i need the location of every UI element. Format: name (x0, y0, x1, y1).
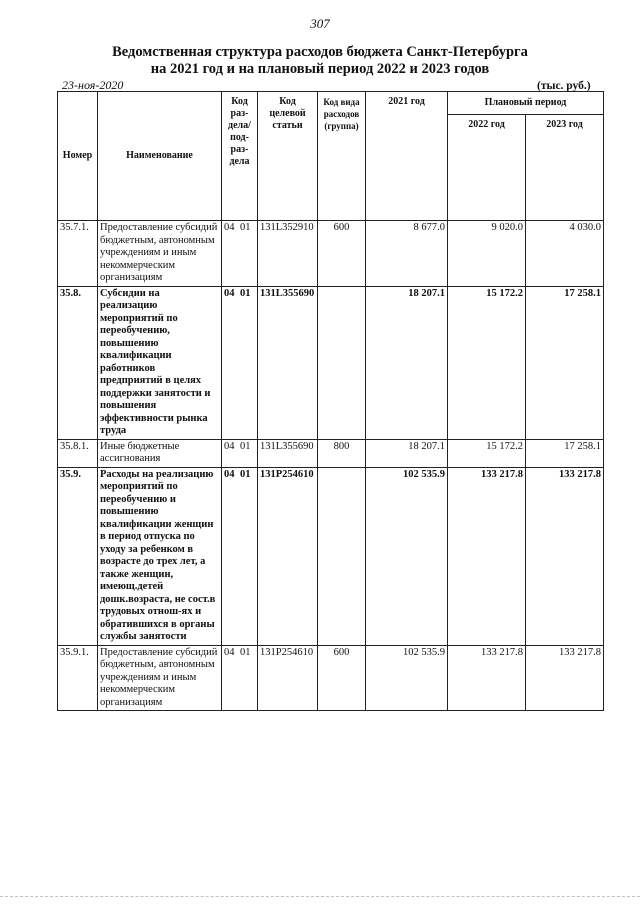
table-body (58, 221, 604, 711)
title-line-2: на 2021 год и на плановый период 2022 и 2023 годов (150, 61, 490, 77)
units-label: (тыс. руб.) (537, 80, 591, 92)
row-value-2022: 9 020.0 (448, 221, 526, 287)
row-section: 04 (224, 440, 235, 452)
row-value-2022: 133 217.8 (448, 645, 526, 711)
row-name: Субсидии на реализацию мероприятий по переобучению, повышению квалификации работников предприятий в целях поддержки занятости и повышения эффективности рынка труда (98, 286, 222, 439)
row-section: 04 (224, 287, 235, 299)
row-expense-type: 600 (318, 221, 366, 287)
row-expense-type (318, 286, 366, 439)
row-number: 35.7.1. (58, 221, 98, 287)
header-number: Номер (58, 92, 98, 221)
row-subsection: 01 (240, 287, 251, 299)
row-expense-type (318, 467, 366, 645)
row-name: Иные бюджетные ассигнования (98, 439, 222, 467)
row-subsection: 01 (240, 468, 251, 480)
row-value-2021: 18 207.1 (366, 439, 448, 467)
row-value-2023: 133 217.8 (526, 645, 604, 711)
row-section: 04 (224, 646, 235, 658)
header-section-code: Код раз-дела/под-раз-дела (222, 92, 258, 221)
row-target-code: 131P254610 (258, 645, 318, 711)
row-target-code: 131L355690 (258, 286, 318, 439)
row-section-code (222, 286, 258, 439)
header-2022: 2022 год (448, 115, 526, 221)
row-expense-type: 800 (318, 439, 366, 467)
row-section: 04 (224, 222, 235, 233)
row-section-code (222, 645, 258, 711)
row-target-code: 131L355690 (258, 439, 318, 467)
header-planned-period: Плановый период (448, 92, 604, 115)
row-expense-type: 600 (318, 645, 366, 711)
row-subsection: 01 (240, 646, 251, 658)
header-name: Наименование (98, 92, 222, 221)
budget-table (57, 91, 604, 711)
title-line-1: Ведомственная структура расходов бюджета Санкт-Петербурга (112, 44, 528, 60)
row-value-2021: 102 535.9 (366, 645, 448, 711)
row-target-code: 131L352910 (258, 221, 318, 287)
table-row (58, 645, 604, 711)
row-name: Предоставление субсидий бюджетным, автономным учреждениям и иным некоммерческим организациям (98, 221, 222, 287)
row-value-2023: 17 258.1 (526, 439, 604, 467)
page-edge (0, 896, 640, 903)
row-section-code (222, 467, 258, 645)
row-value-2021: 18 207.1 (366, 286, 448, 439)
row-section: 04 (224, 468, 235, 480)
table-row (58, 439, 604, 467)
row-number: 35.9. (58, 467, 98, 645)
row-value-2022: 133 217.8 (448, 467, 526, 645)
row-section-code (222, 221, 258, 287)
row-name: Расходы на реализацию мероприятий по переобучению и повышению квалификации женщин в период отпуска по уходу за ребенком в возрасте до трех лет, а также женщин, имеющ.детей дошк.возраста, не сост.в трудовых отнош-ях и обратившихся в органы службы занятости (98, 467, 222, 645)
row-section-code (222, 439, 258, 467)
table-row (58, 221, 604, 287)
row-name: Предоставление субсидий бюджетным, автономным учреждениям и иным некоммерческим организациям (98, 645, 222, 711)
page-number: 307 (310, 16, 330, 31)
row-value-2023: 4 030.0 (526, 221, 604, 287)
row-subsection: 01 (240, 440, 251, 452)
row-number: 35.9.1. (58, 645, 98, 711)
table-row (58, 286, 604, 439)
row-value-2022: 15 172.2 (448, 286, 526, 439)
row-value-2022: 15 172.2 (448, 439, 526, 467)
document-date: 23-ноя-2020 (62, 78, 124, 92)
row-value-2021: 8 677.0 (366, 221, 448, 287)
table-row (58, 467, 604, 645)
header-target-code: Код целевой статьи (258, 92, 318, 221)
row-value-2023: 17 258.1 (526, 286, 604, 439)
row-value-2023: 133 217.8 (526, 467, 604, 645)
row-value-2021: 102 535.9 (366, 467, 448, 645)
row-target-code: 131P254610 (258, 467, 318, 645)
row-number: 35.8.1. (58, 439, 98, 467)
document-title (0, 44, 640, 78)
header-2021: 2021 год (366, 92, 448, 221)
header-2023: 2023 год (526, 115, 604, 221)
row-number: 35.8. (58, 286, 98, 439)
row-subsection: 01 (240, 222, 251, 233)
header-expense-type-code: Код вида расходов (группа) (318, 92, 366, 221)
